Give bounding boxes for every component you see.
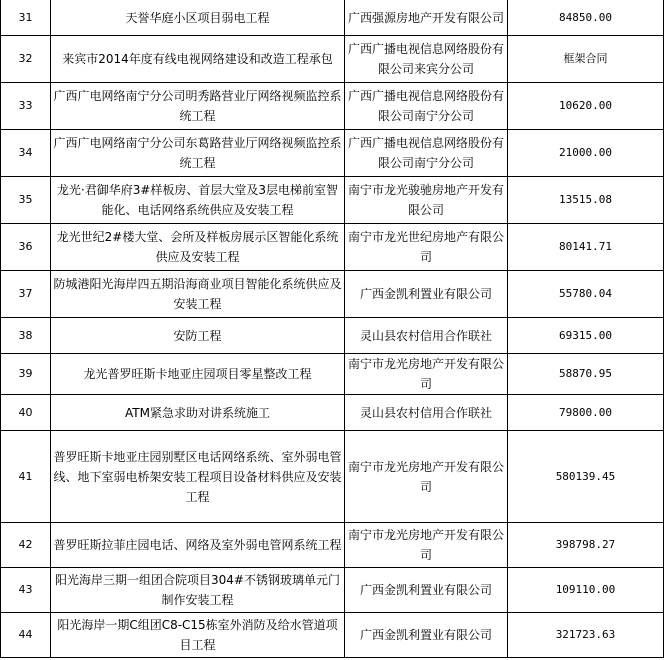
project-name: 阳光海岸一期C组团C8-C15栋室外消防及给水管道项目工程 — [51, 613, 345, 658]
contract-amount: 69315.00 — [508, 318, 664, 354]
contract-amount: 398798.27 — [508, 523, 664, 568]
table-row — [1, 568, 664, 613]
table-row — [1, 36, 664, 83]
row-number: 44 — [1, 613, 51, 658]
client-name: 广西金凯利置业有限公司 — [345, 613, 508, 658]
client-name: 广西金凯利置业有限公司 — [345, 271, 508, 318]
table-row — [1, 83, 664, 130]
client-name: 南宁市龙光骏驰房地产开发有限公司 — [345, 177, 508, 224]
project-name: 普罗旺斯卡地亚庄园别墅区电话网络系统、室外弱电管线、地下室弱电桥架安装工程项目设备材料供应及安装工程 — [51, 431, 345, 523]
project-name: 龙光世纪2#楼大堂、会所及样板房展示区智能化系统供应及安装工程 — [51, 224, 345, 271]
project-name: 龙光·君御华府3#样板房、首层大堂及3层电梯前室智能化、电话网络系统供应及安装工程 — [51, 177, 345, 224]
contract-amount: 55780.04 — [508, 271, 664, 318]
project-name: 防城港阳光海岸四五期沿海商业项目智能化系统供应及安装工程 — [51, 271, 345, 318]
table-row — [1, 177, 664, 224]
contract-amount: 框架合同 — [508, 36, 664, 83]
project-name: 来宾市2014年度有线电视网络建设和改造工程承包 — [51, 36, 345, 83]
contract-amount: 84850.00 — [508, 0, 664, 36]
client-name: 广西金凯利置业有限公司 — [345, 568, 508, 613]
row-number: 39 — [1, 354, 51, 395]
client-name: 广西广播电视信息网络股份有限公司南宁分公司 — [345, 83, 508, 130]
client-name: 南宁市龙光世纪房地产有限公司 — [345, 224, 508, 271]
row-number: 32 — [1, 36, 51, 83]
table-row — [1, 0, 664, 36]
project-name: 阳光海岸三期一组团合院项目304#不锈钢玻璃单元门制作安装工程 — [51, 568, 345, 613]
contract-amount: 21000.00 — [508, 130, 664, 177]
contract-amount: 58870.95 — [508, 354, 664, 395]
contract-amount: 580139.45 — [508, 431, 664, 523]
row-number: 38 — [1, 318, 51, 354]
client-name: 广西强源房地产开发有限公司 — [345, 0, 508, 36]
table-row — [1, 523, 664, 568]
row-number: 41 — [1, 431, 51, 523]
row-number: 42 — [1, 523, 51, 568]
table-row — [1, 431, 664, 523]
table-row — [1, 354, 664, 395]
table-row — [1, 130, 664, 177]
project-name: 龙光普罗旺斯卡地亚庄园项目零星整改工程 — [51, 354, 345, 395]
row-number: 34 — [1, 130, 51, 177]
contract-amount: 80141.71 — [508, 224, 664, 271]
row-number: 36 — [1, 224, 51, 271]
row-number: 37 — [1, 271, 51, 318]
table-row — [1, 613, 664, 658]
table-row — [1, 318, 664, 354]
contract-amount: 109110.00 — [508, 568, 664, 613]
row-number: 33 — [1, 83, 51, 130]
table-row — [1, 271, 664, 318]
project-name: 广西广电网络南宁分公司明秀路营业厅网络视频监控系统工程 — [51, 83, 345, 130]
client-name: 南宁市龙光房地产开发有限公司 — [345, 431, 508, 523]
client-name: 南宁市龙光房地产开发有限公司 — [345, 523, 508, 568]
contract-amount: 79800.00 — [508, 395, 664, 431]
project-name: ATM紧急求助对讲系统施工 — [51, 395, 345, 431]
table-row — [1, 395, 664, 431]
project-name: 安防工程 — [51, 318, 345, 354]
contract-amount: 13515.08 — [508, 177, 664, 224]
contract-amount: 321723.63 — [508, 613, 664, 658]
row-number: 31 — [1, 0, 51, 36]
table-row — [1, 224, 664, 271]
client-name: 灵山县农村信用合作联社 — [345, 395, 508, 431]
row-number: 35 — [1, 177, 51, 224]
project-name: 广西广电网络南宁分公司东葛路营业厅网络视频监控系统工程 — [51, 130, 345, 177]
project-name: 普罗旺斯拉菲庄园电话、网络及室外弱电管网系统工程 — [51, 523, 345, 568]
project-name: 天誉华庭小区项目弱电工程 — [51, 0, 345, 36]
client-name: 灵山县农村信用合作联社 — [345, 318, 508, 354]
client-name: 广西广播电视信息网络股份有限公司南宁分公司 — [345, 130, 508, 177]
client-name: 南宁市龙光房地产开发有限公司 — [345, 354, 508, 395]
contract-amount: 10620.00 — [508, 83, 664, 130]
row-number: 43 — [1, 568, 51, 613]
client-name: 广西广播电视信息网络股份有限公司来宾分公司 — [345, 36, 508, 83]
row-number: 40 — [1, 395, 51, 431]
